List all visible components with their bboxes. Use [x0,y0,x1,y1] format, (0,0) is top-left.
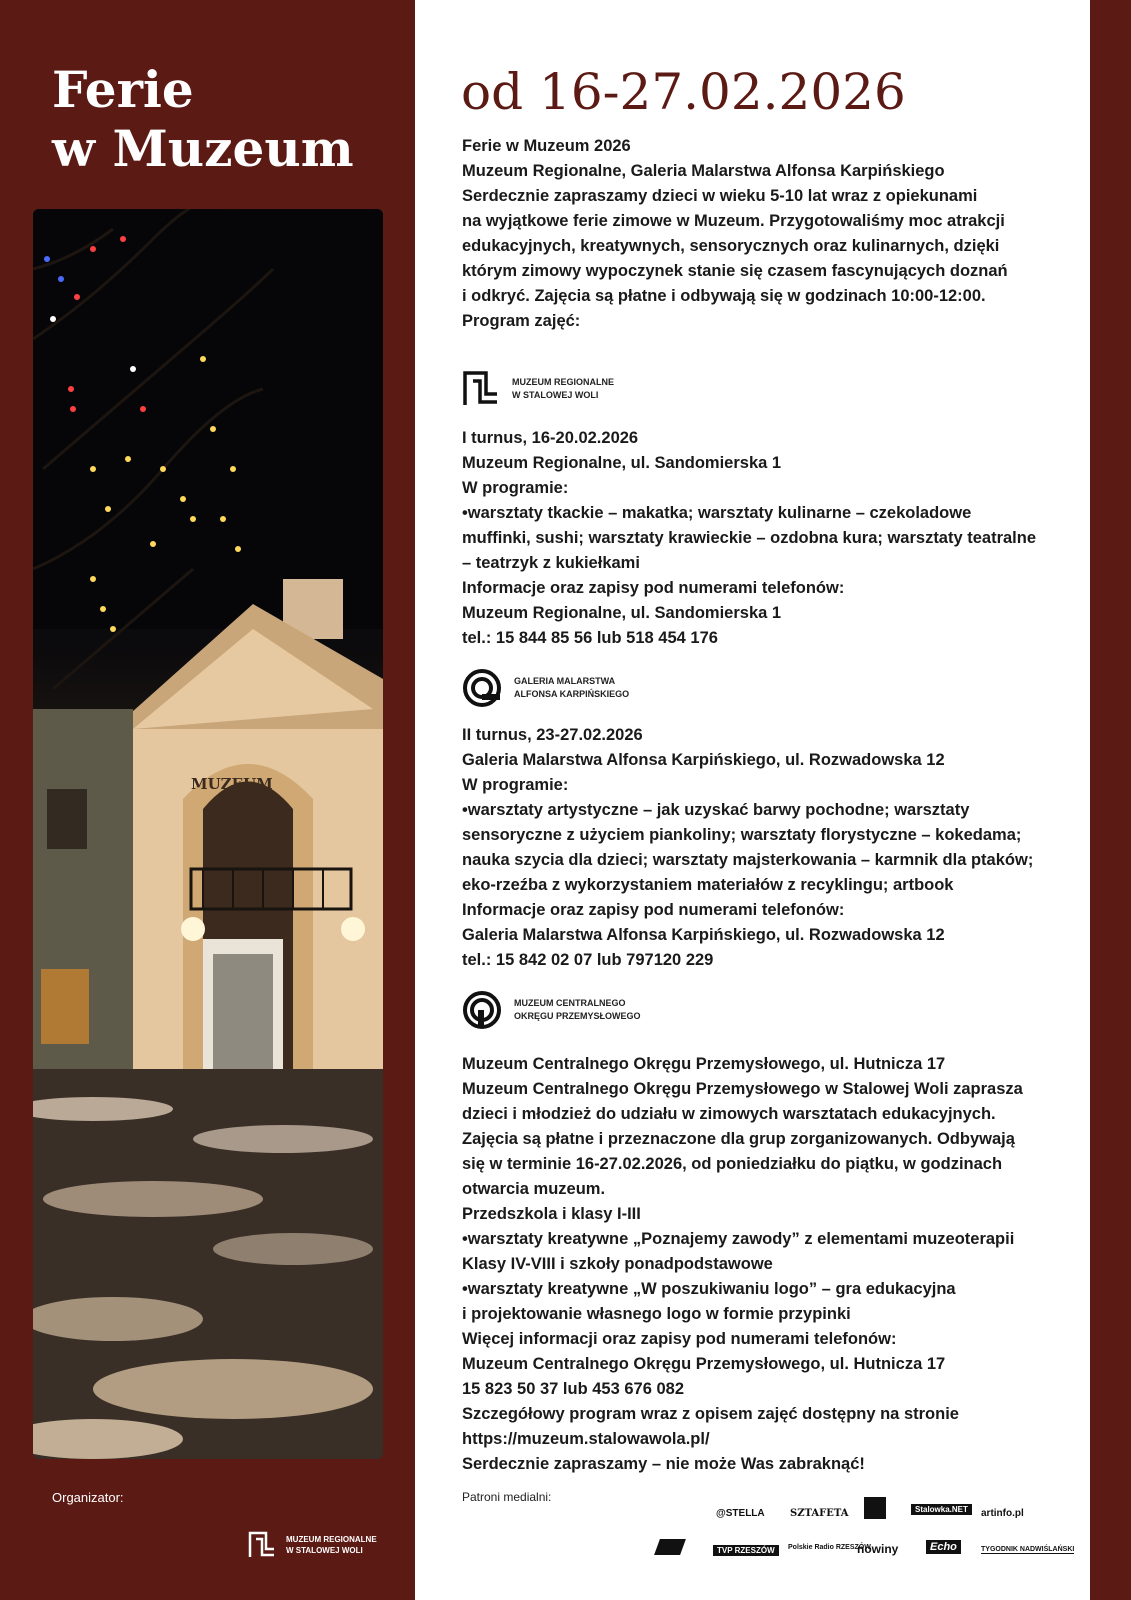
intro-line: i odkryć. Zajęcia są płatne i odbywają się w godzinach 10:00-12:00. [462,287,986,305]
gallery-logo-icon [462,668,502,708]
museum-regional-logo-line-1: MUZEUM REGIONALNE [512,377,614,387]
turn2-line: •warsztaty artystyczne – jak uzyskać barwy pochodne; warsztaty [462,801,970,819]
industrial-line: i projektowanie własnego logo w formie przypinki [462,1305,851,1323]
turn1-line: Muzeum Regionalne, ul. Sandomierska 1 [462,604,782,622]
industrial-section-block [462,1052,1062,1477]
industrial-line: 15 823 50 37 lub 453 676 082 [462,1380,685,1398]
date-heading: od 16-27.02.2026 [461,63,906,121]
turn2-line: nauka szycia dla dzieci; warsztaty majsterkowania – karmnik dla ptaków; [462,851,1034,869]
industrial-line: Serdecznie zapraszamy – nie może Was zabraknąć! [462,1455,865,1473]
industrial-line: Zajęcia są płatne i przeznaczone dla grup zorganizowanych. Odbywają [462,1130,1015,1148]
patron-stalowka: Stalowka.NET [911,1504,972,1515]
intro-line: którym zimowy wypoczynek stanie się czasem fascynujących doznań [462,262,1008,280]
turn2-line: sensoryczne z użyciem piankoliny; warsztaty florystyczne – kokedama; [462,826,1022,844]
museum-regional-logo-icon [462,370,500,408]
right-border-strip [1090,0,1131,1600]
industrial-line: Muzeum Centralnego Okręgu Przemysłowego, ul. Hutnicza 17 [462,1055,946,1073]
organizer-label: Organizator: [52,1490,124,1505]
museum-night-photo [33,209,383,1459]
turn2-block [462,723,1062,973]
content-panel [415,0,1090,1600]
industrial-line: •warsztaty kreatywne „W poszukiwaniu logo” – gra edukacyjna [462,1280,956,1298]
intro-line: Muzeum Regionalne, Galeria Malarstwa Alfonsa Karpińskiego [462,162,945,180]
turn2-line: Galeria Malarstwa Alfonsa Karpińskiego, ul. Rozwadowska 12 [462,926,945,944]
patron-stella: @STELLA [716,1508,765,1519]
turn2-line: Galeria Malarstwa Alfonsa Karpińskiego, ul. Rozwadowska 12 [462,751,945,769]
industrial-museum-logo-line-2: OKRĘGU PRZEMYSŁOWEGO [514,1011,641,1021]
intro-line: na wyjątkowe ferie zimowe w Muzeum. Przygotowaliśmy moc atrakcji [462,212,1005,230]
industrial-line: •warsztaty kreatywne „Poznajemy zawody” z elementami muzeoterapii [462,1230,1015,1248]
intro-line: edukacyjnych, kreatywnych, sensorycznych oraz kulinarnych, dzięki [462,237,1000,255]
industrial-line: otwarcia muzeum. [462,1180,606,1198]
patron-snw-icon [654,1539,686,1555]
industrial-line: Przedszkola i klasy I-III [462,1205,641,1223]
organizer-logo-line-1: MUZEUM REGIONALNE [286,1535,377,1544]
patron-radio-icon [864,1497,886,1519]
industrial-line: Muzeum Centralnego Okręgu Przemysłowego w Stalowej Woli zaprasza [462,1080,1023,1098]
gallery-logo-line-1: GALERIA MALARSTWA [514,676,616,686]
patron-echo: Echo [926,1540,961,1554]
turn2-line: II turnus, 23-27.02.2026 [462,726,643,744]
turn1-block [462,426,1062,651]
turn2-line: tel.: 15 842 02 07 lub 797120 229 [462,951,714,969]
industrial-museum-logo-line-1: MUZEUM CENTRALNEGO [514,998,626,1008]
patron-polskie-radio: Polskie Radio RZESZÓW [788,1544,871,1551]
patron-artinfo: artinfo.pl [981,1508,1024,1519]
industrial-line: dzieci i młodzież do udziału w zimowych warsztatach edukacyjnych. [462,1105,996,1123]
museum-regional-logo-icon [248,1531,276,1559]
gallery-logo-line-2: ALFONSA KARPIŃSKIEGO [514,689,630,699]
website-link[interactable]: https://muzeum.stalowawola.pl/ [462,1430,710,1448]
turn1-line: I turnus, 16-20.02.2026 [462,429,639,447]
patrons-label: Patroni medialni: [462,1490,552,1504]
turn2-line: W programie: [462,776,569,794]
organizer-logo-line-2: W STALOWEJ WOLI [286,1546,363,1555]
photo-museum-sign: MUZEUM [191,775,273,793]
organizer-logo-text [286,1534,377,1556]
intro-line: Serdecznie zapraszamy dzieci w wieku 5-10 lat wraz z opiekunami [462,187,978,205]
turn2-line: Informacje oraz zapisy pod numerami telefonów: [462,901,845,919]
title-line-1: Ferie [52,60,194,119]
industrial-museum-logo [462,990,641,1030]
industrial-line: się w terminie 16-27.02.2026, od poniedziałku do piątku, w godzinach [462,1155,1003,1173]
turn1-line: – teatrzyk z kukiełkami [462,554,640,572]
turn1-line: •warsztaty tkackie – makatka; warsztaty kulinarne – czekoladowe [462,504,972,522]
industrial-line: Klasy IV-VIII i szkoły ponadpodstawowe [462,1255,773,1273]
industrial-line: Szczegółowy program wraz z opisem zajęć dostępny na stronie [462,1405,959,1423]
industrial-museum-logo-icon [462,990,502,1030]
intro-line: Ferie w Muzeum 2026 [462,137,631,155]
patron-tygodnik: TYGODNIK NADWIŚLAŃSKI [981,1546,1075,1553]
intro-block [462,134,1062,334]
turn1-line: W programie: [462,479,569,497]
gallery-logo [462,668,629,708]
title-line-2: w Muzeum [52,119,354,178]
turn1-line: Informacje oraz zapisy pod numerami telefonów: [462,579,845,597]
museum-regional-logo-text [512,376,614,402]
industrial-museum-logo-text [514,997,641,1023]
left-panel [0,0,415,1600]
museum-photo-illustration [33,209,383,1459]
patron-sztafeta: SZTAFETA [790,1508,849,1519]
turn1-line: Muzeum Regionalne, ul. Sandomierska 1 [462,454,782,472]
turn1-line: muffinki, sushi; warsztaty krawieckie – ozdobna kura; warsztaty teatralne [462,529,1037,547]
industrial-line: Muzeum Centralnego Okręgu Przemysłowego, ul. Hutnicza 17 [462,1355,946,1373]
intro-line: Program zajęć: [462,312,581,330]
turn2-line: eko-rzeźba z wykorzystaniem materiałów z recyklingu; artbook [462,876,954,894]
patron-nowiny: nowiny [857,1542,899,1556]
gallery-logo-text [514,675,629,701]
organizer-logo [248,1531,377,1559]
museum-regional-logo [462,370,614,408]
turn1-line: tel.: 15 844 85 56 lub 518 454 176 [462,629,718,647]
museum-regional-logo-line-2: W STALOWEJ WOLI [512,390,599,400]
patron-tvp: TVP RZESZÓW [713,1545,779,1556]
industrial-line: Więcej informacji oraz zapisy pod numerami telefonów: [462,1330,897,1348]
